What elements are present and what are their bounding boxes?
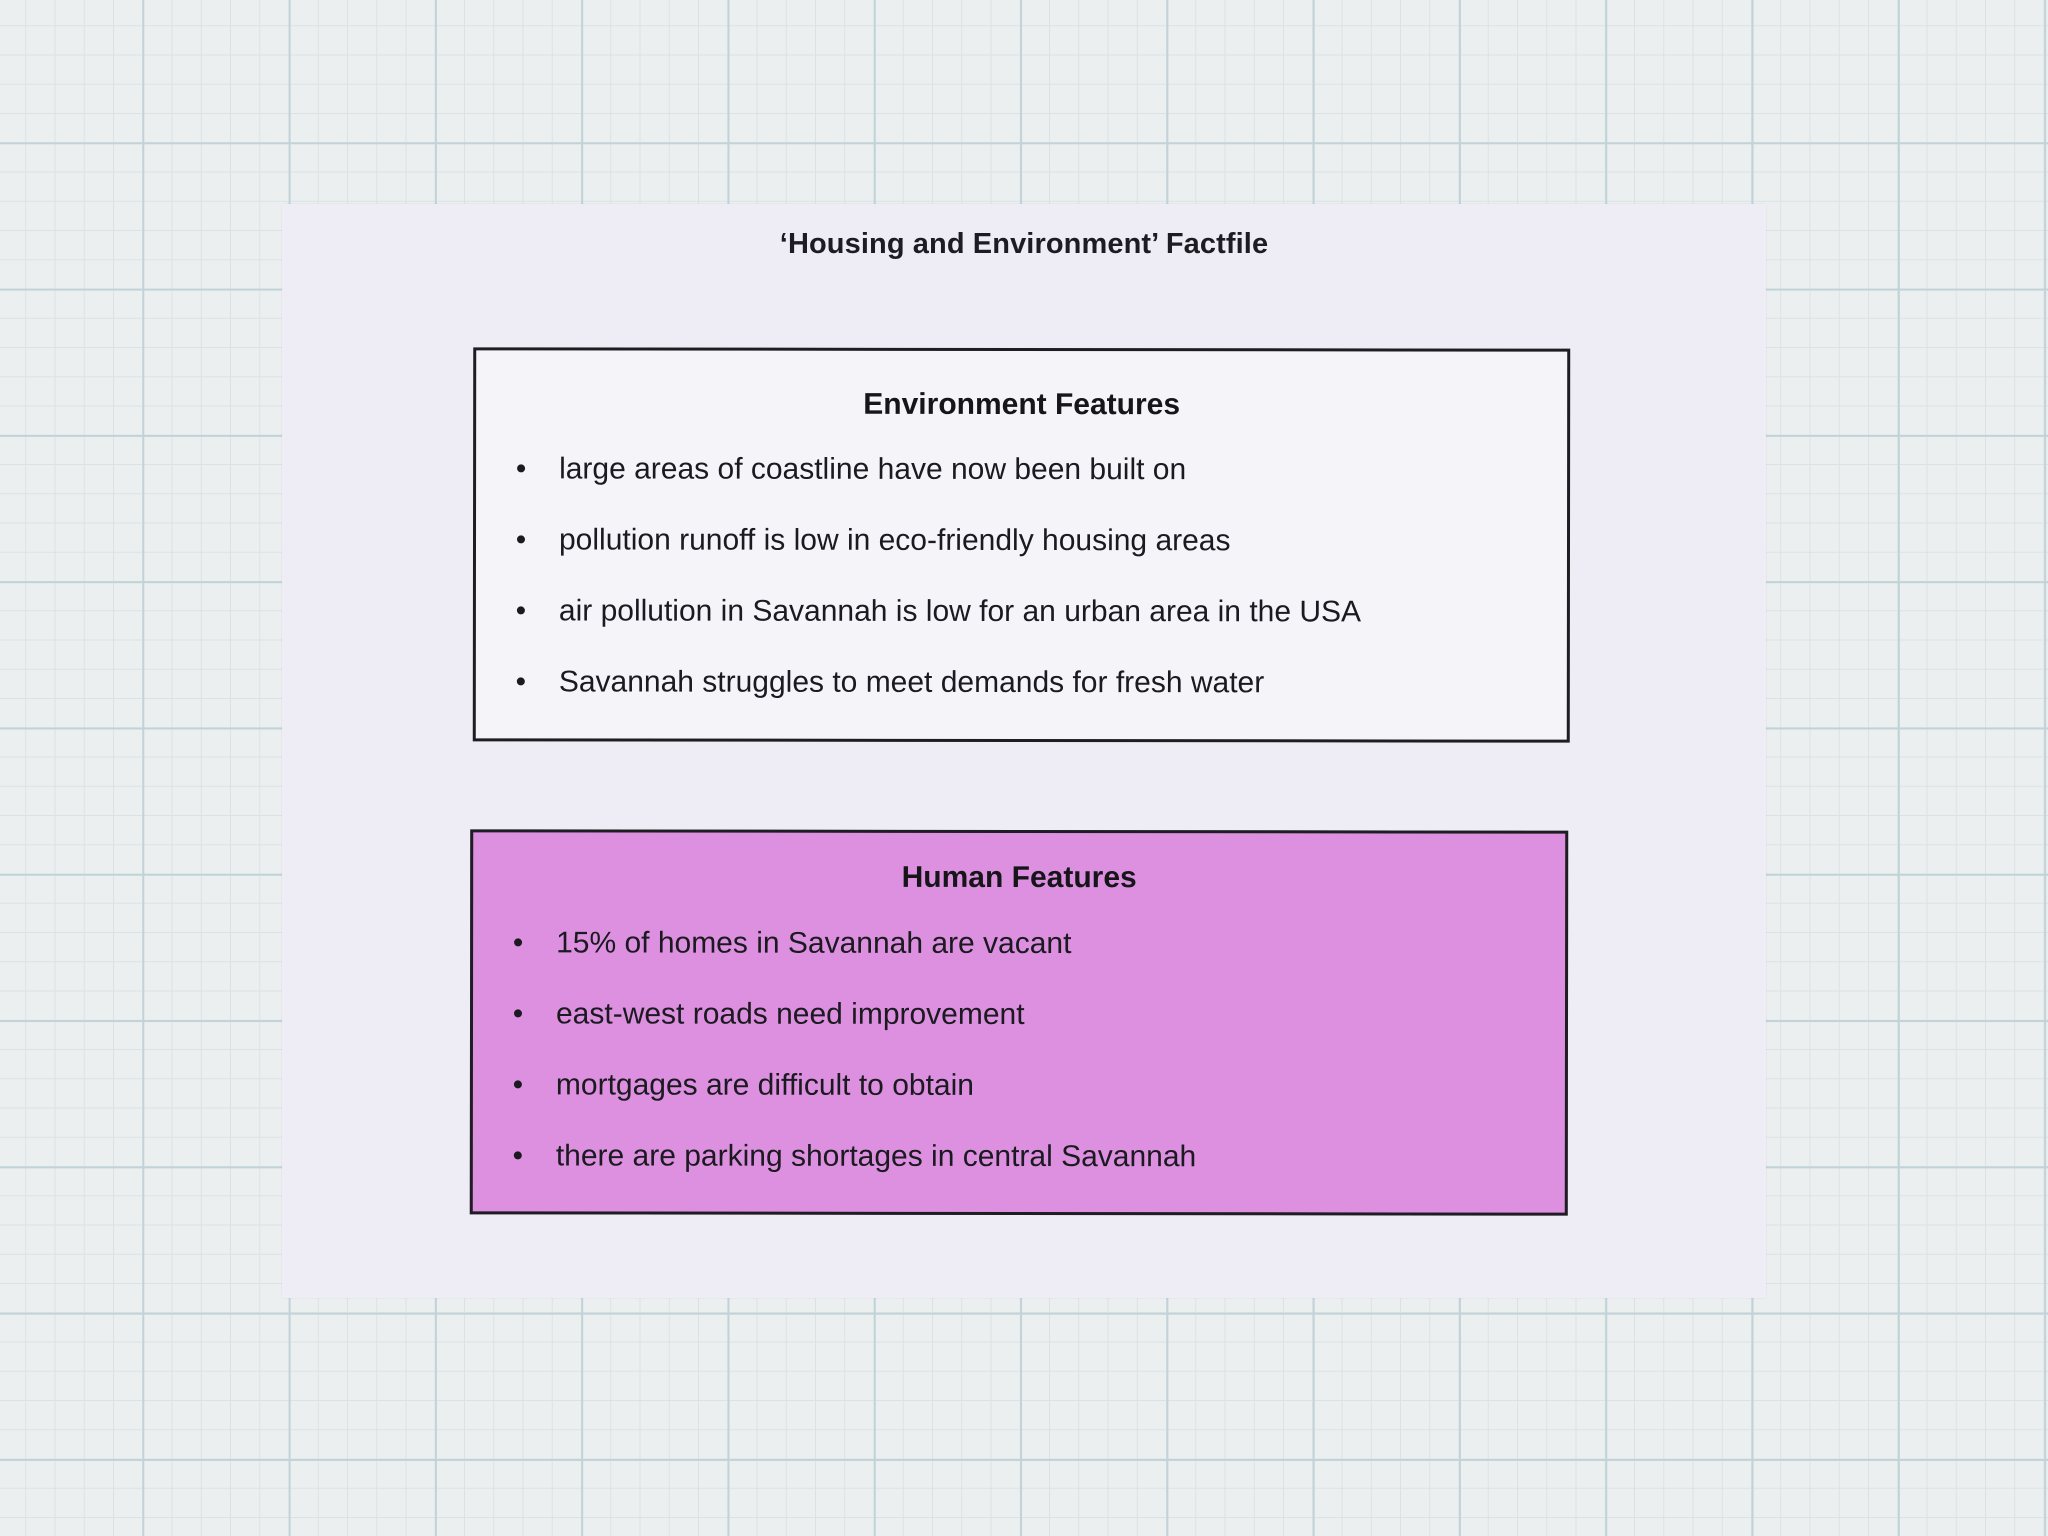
bullet-icon (517, 535, 525, 543)
environment-features-list (517, 452, 1547, 737)
bullet-icon (514, 1009, 522, 1017)
environment-features-heading: Environment Features (863, 387, 1181, 422)
bullet-icon (514, 1151, 522, 1159)
list-item (514, 1139, 1545, 1211)
list-item-text: large areas of coastline have now been built on (559, 452, 1187, 487)
bullet-icon (514, 1080, 522, 1088)
list-item-text: east-west roads need improvement (555, 997, 1025, 1032)
list-item (514, 926, 1545, 998)
list-item-text: Savannah struggles to meet demands for fresh water (558, 665, 1265, 700)
environment-features-box (473, 347, 1570, 742)
human-features-heading: Human Features (901, 860, 1137, 895)
list-item-text: 15% of homes in Savannah are vacant (556, 926, 1072, 961)
document-title: ‘Housing and Environment’ Factfile (779, 228, 1269, 260)
bullet-icon (517, 464, 525, 472)
list-item-text: air pollution in Savannah is low for an urban area in the USA (558, 594, 1362, 629)
list-item-text: mortgages are difficult to obtain (555, 1068, 974, 1102)
bullet-icon (514, 938, 522, 946)
bullet-icon (517, 606, 525, 614)
list-item (517, 523, 1547, 595)
human-features-box (470, 829, 1568, 1215)
list-item (517, 665, 1547, 737)
list-item (514, 1068, 1545, 1140)
list-item-text: pollution runoff is low in eco-friendly housing areas (558, 523, 1231, 558)
list-item (517, 594, 1547, 666)
bullet-icon (517, 677, 525, 685)
list-item-text: there are parking shortages in central Savannah (555, 1139, 1197, 1174)
factfile-sheet (282, 204, 1766, 1298)
human-features-list (514, 926, 1545, 1211)
list-item (514, 997, 1545, 1069)
list-item (517, 452, 1547, 524)
